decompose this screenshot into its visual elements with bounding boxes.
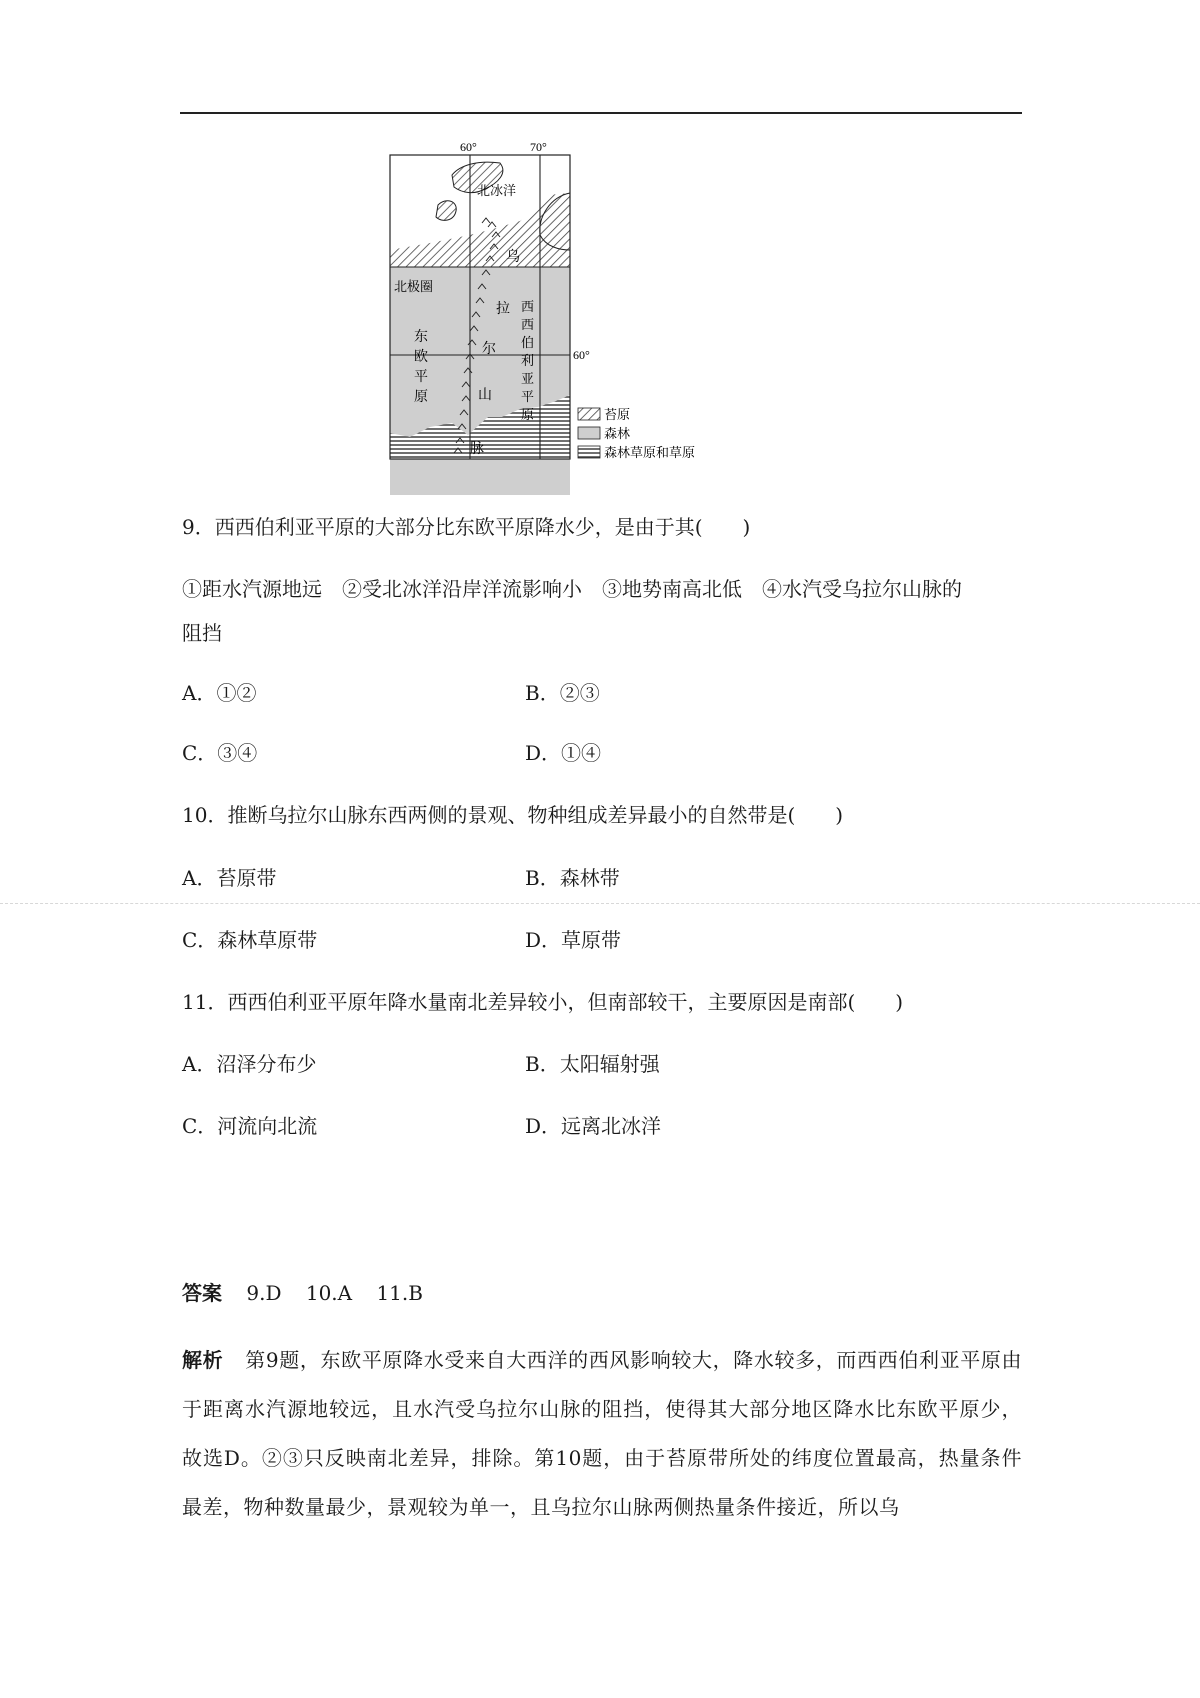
question-10-option-a[interactable]: A．苔原带 (182, 866, 277, 890)
question-9-statements-line1: ①距水汽源地远 ②受北冰洋沿岸洋流影响小 ③地势南高北低 ④水汽受乌拉尔山脉的 (182, 577, 962, 601)
page-divider (0, 903, 1200, 904)
svg-text:平: 平 (414, 369, 428, 385)
question-9-option-b[interactable]: B．②③ (525, 681, 600, 705)
question-11-option-a[interactable]: A．沼泽分布少 (182, 1052, 317, 1076)
question-9-stem: 9．西西伯利亚平原的大部分比东欧平原降水少，是由于其( ) (182, 515, 751, 539)
question-10-option-b[interactable]: B．森林带 (525, 866, 620, 890)
question-10-stem: 10．推断乌拉尔山脉东西两侧的景观、物种组成差异最小的自然带是( ) (182, 803, 844, 827)
answer-label: 答案 (182, 1281, 222, 1305)
question-9-option-c[interactable]: C．③④ (182, 741, 258, 765)
question-11-stem: 11．西西伯利亚平原年降水量南北差异较小，但南部较干，主要原因是南部( ) (182, 990, 904, 1014)
svg-text:脉: 脉 (470, 441, 484, 457)
question-10-option-d[interactable]: D．草原带 (525, 928, 622, 952)
question-11-option-c[interactable]: C．河流向北流 (182, 1114, 318, 1138)
question-11-option-d[interactable]: D．远离北冰洋 (525, 1114, 662, 1138)
question-9-option-d[interactable]: D．①④ (525, 741, 602, 765)
svg-text:欧: 欧 (414, 349, 428, 365)
lon-60-label: 60° (460, 140, 477, 154)
analysis-text: 第9题，东欧平原降水受来自大西洋的西风影响较大，降水较多，而西西伯利亚平原由于距离水汽源地较远，且水汽受乌拉尔山脉的阻挡，使得其大部分地区降水比东欧平原少，故选D。②③只反映南北差异，排除。第10题，由于苔原带所处的纬度位置最高，热量条件最差，物种数量最少，景观较为单一，且乌拉尔山脉两侧热量条件接近，所以乌 (182, 1348, 1023, 1519)
svg-text:利: 利 (521, 354, 535, 369)
svg-text:西: 西 (521, 318, 535, 333)
lat-60-label: 60° (573, 348, 590, 362)
arctic-circle-label: 北极圈 (394, 280, 434, 295)
question-11-option-b[interactable]: B．太阳辐射强 (525, 1052, 660, 1076)
answer-11: 11.B (376, 1281, 423, 1305)
lon-70-label: 70° (530, 140, 547, 154)
svg-text:原: 原 (521, 408, 535, 423)
question-10-option-c[interactable]: C．森林草原带 (182, 928, 318, 952)
svg-text:亚: 亚 (521, 372, 535, 387)
west-siberian-plain-label (521, 300, 534, 423)
legend-forest: 森林 (604, 427, 631, 442)
svg-text:乌: 乌 (506, 249, 520, 265)
question-9-statements-line2: 阻挡 (182, 621, 222, 645)
answer-line (182, 1278, 423, 1308)
answer-10: 10.A (305, 1281, 353, 1305)
svg-text:平: 平 (521, 390, 535, 405)
svg-text:西: 西 (521, 300, 535, 315)
svg-text:尔: 尔 (482, 341, 496, 357)
analysis-label: 解析 (182, 1348, 224, 1372)
island-small (436, 201, 456, 221)
svg-text:拉: 拉 (496, 301, 510, 317)
ural-region-map (394, 140, 790, 510)
header-rule (180, 112, 1022, 114)
arctic-ocean-label: 北冰洋 (477, 184, 517, 199)
svg-text:山: 山 (478, 387, 492, 403)
legend-steppe: 森林草原和草原 (604, 446, 696, 461)
legend-tundra: 苔原 (604, 408, 631, 423)
answer-9: 9.D (246, 1281, 282, 1305)
question-9-option-a[interactable]: A．①② (182, 681, 257, 705)
svg-text:东: 东 (414, 329, 428, 345)
map-legend (578, 408, 695, 461)
svg-text:原: 原 (414, 389, 428, 405)
analysis-paragraph (182, 1336, 1022, 1532)
svg-text:伯: 伯 (521, 336, 535, 351)
